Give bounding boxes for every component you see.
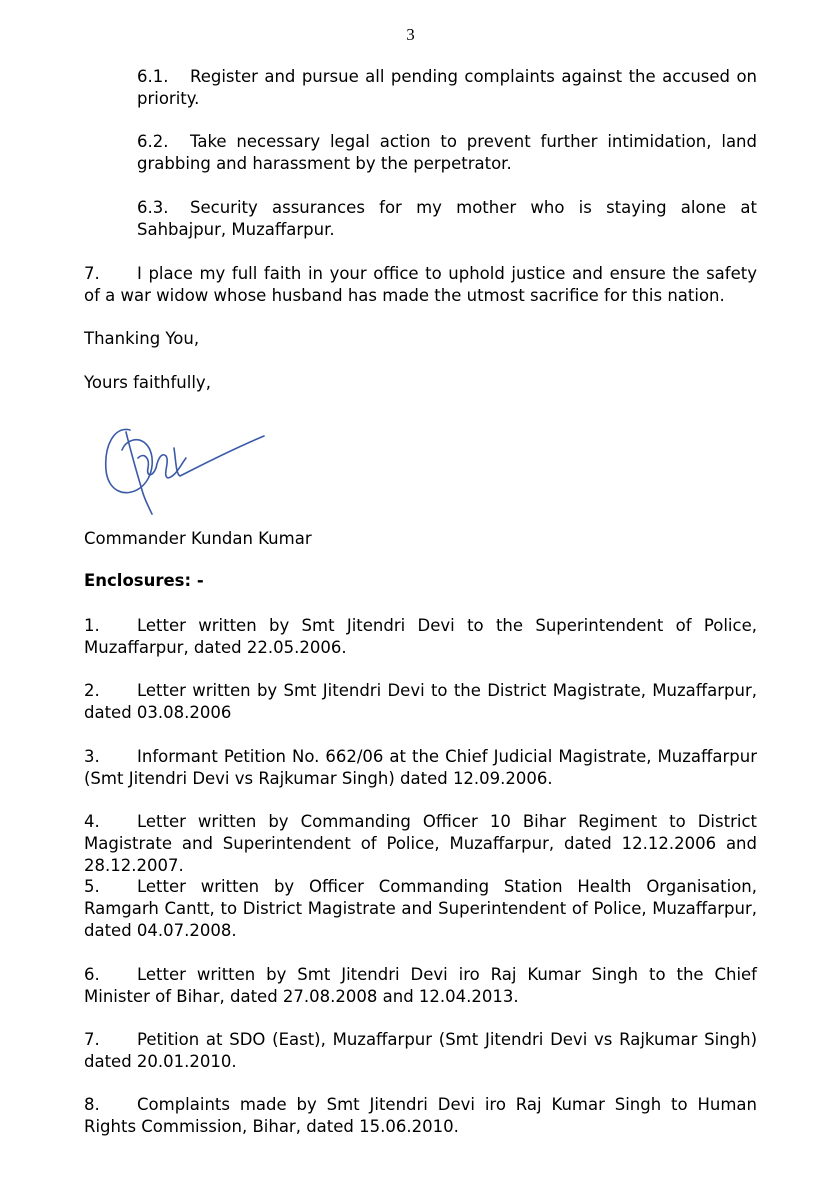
request-6-3 bbox=[137, 197, 757, 241]
enclosure-item bbox=[84, 1029, 757, 1073]
request-6-2 bbox=[137, 131, 757, 175]
enclosure-item bbox=[84, 615, 757, 659]
yours-faithfully-line: Yours faithfully, bbox=[84, 373, 211, 392]
enclosure-item bbox=[84, 876, 757, 942]
request-text: Security assurances for my mother who is staying alone at Sahbajpur, Muzaffarpur. bbox=[137, 198, 757, 239]
paragraph-number: 7. bbox=[84, 264, 100, 283]
request-6-1 bbox=[137, 66, 757, 110]
enclosure-item bbox=[84, 680, 757, 724]
enclosure-text: Informant Petition No. 662/06 at the Chief Judicial Magistrate, Muzaffarpur (Smt Jitendri Devi vs Rajkumar Singh) dated 12.09.2006. bbox=[84, 747, 757, 788]
request-text: Take necessary legal action to prevent further intimidation, land grabbing and harassment by the perpetrator. bbox=[137, 132, 757, 173]
enclosure-item bbox=[84, 811, 757, 877]
enclosure-text: Letter written by Commanding Officer 10 Bihar Regiment to District Magistrate and Superintendent of Police, Muzaffarpur, dated 12.12.2006 and 28.12.2007. bbox=[84, 812, 757, 875]
request-number: 6.1. bbox=[137, 67, 169, 86]
enclosure-text: Letter written by Smt Jitendri Devi to the District Magistrate, Muzaffarpur, dated 03.08.2006 bbox=[84, 681, 757, 722]
enclosure-item bbox=[84, 964, 757, 1008]
page-number: 3 bbox=[406, 25, 415, 44]
enclosure-text: Letter written by Smt Jitendri Devi to the Superintendent of Police, Muzaffarpur, dated 22.05.2006. bbox=[84, 616, 757, 657]
paragraph-text: I place my full faith in your office to uphold justice and ensure the safety of a war widow whose husband has made the utmost sacrifice for this nation. bbox=[84, 264, 757, 305]
enclosure-text: Letter written by Officer Commanding Station Health Organisation, Ramgarh Cantt, to District Magistrate and Superintendent of Police, Muzaffarpur, dated 04.07.2008. bbox=[84, 877, 757, 940]
enclosure-number: 2. bbox=[84, 681, 100, 700]
signature-icon bbox=[96, 418, 276, 518]
request-text: Register and pursue all pending complaints against the accused on priority. bbox=[137, 67, 757, 108]
enclosure-text: Complaints made by Smt Jitendri Devi iro Raj Kumar Singh to Human Rights Commission, Bihar, dated 15.06.2010. bbox=[84, 1095, 757, 1136]
enclosure-text: Letter written by Smt Jitendri Devi iro Raj Kumar Singh to the Chief Minister of Bihar, dated 27.08.2008 and 12.04.2013. bbox=[84, 965, 757, 1006]
signatory-name: Commander Kundan Kumar bbox=[84, 529, 312, 548]
enclosure-text: Petition at SDO (East), Muzaffarpur (Smt Jitendri Devi vs Rajkumar Singh) dated 20.01.2010. bbox=[84, 1030, 757, 1071]
paragraph-7 bbox=[84, 263, 757, 307]
enclosure-number: 5. bbox=[84, 877, 100, 896]
enclosure-number: 8. bbox=[84, 1095, 100, 1114]
request-number: 6.3. bbox=[137, 198, 169, 217]
enclosure-item bbox=[84, 746, 757, 790]
enclosures-heading: Enclosures: - bbox=[84, 571, 204, 590]
enclosure-number: 7. bbox=[84, 1030, 100, 1049]
enclosure-number: 1. bbox=[84, 616, 100, 635]
enclosure-item bbox=[84, 1094, 757, 1138]
request-number: 6.2. bbox=[137, 132, 169, 151]
thanking-line: Thanking You, bbox=[84, 329, 200, 348]
enclosure-number: 4. bbox=[84, 812, 100, 831]
enclosure-number: 3. bbox=[84, 747, 100, 766]
enclosure-number: 6. bbox=[84, 965, 100, 984]
